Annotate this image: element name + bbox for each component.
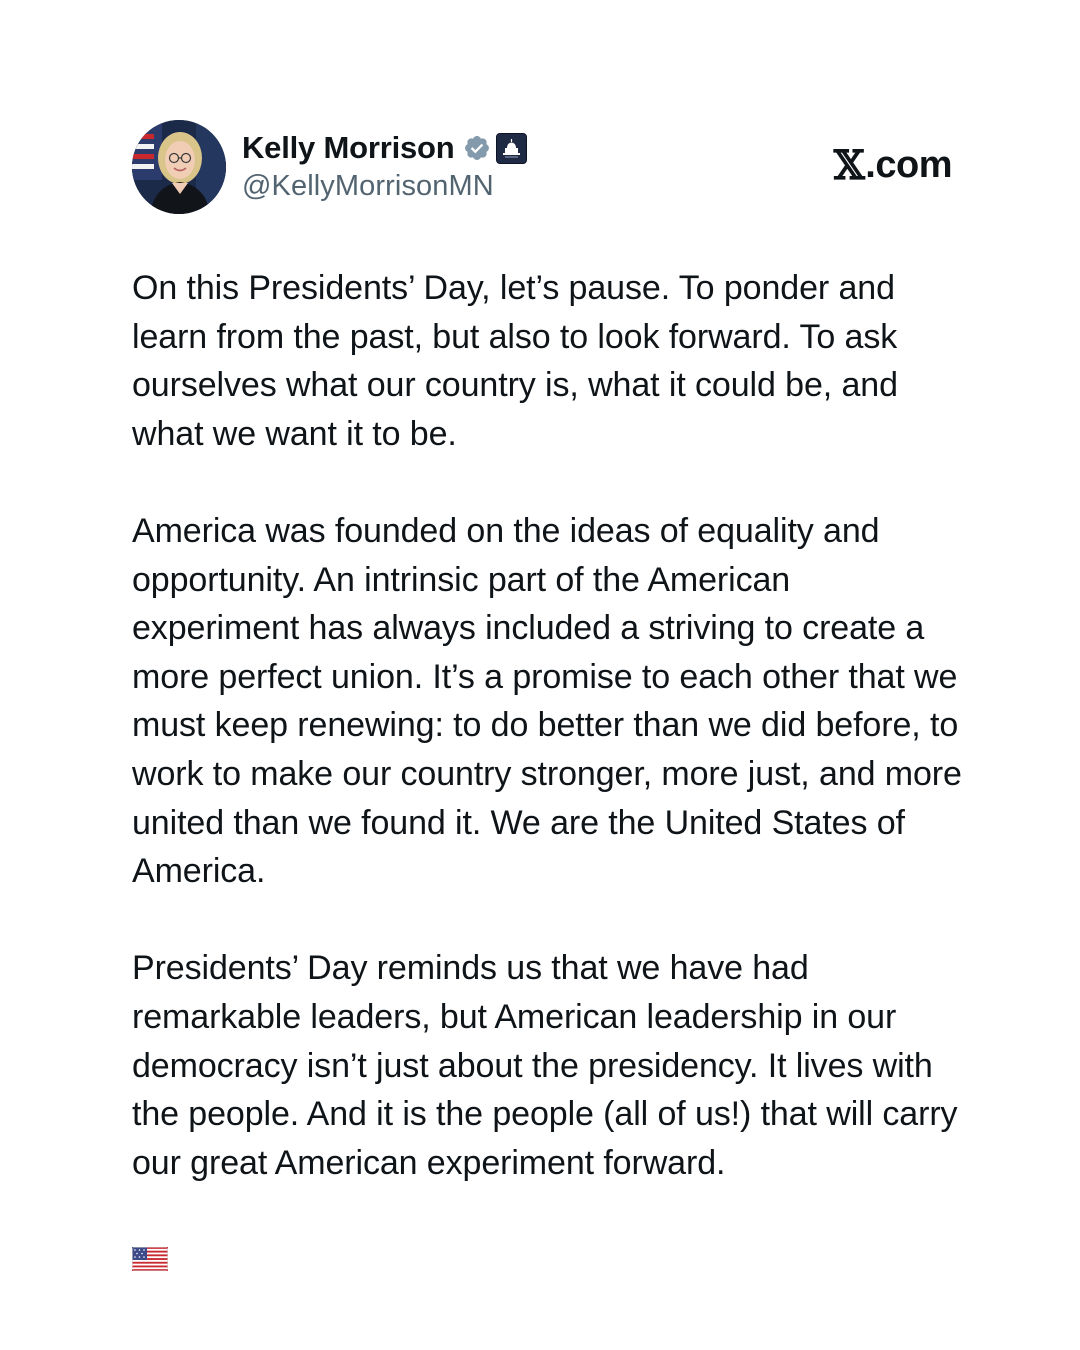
post-header — [132, 120, 952, 220]
post-paragraph-2: America was founded on the ideas of equality and opportunity. An intrinsic part of the American experiment has always included a striving to create a more perfect union. It’s a promise to each other that we must keep renewing: to do better than we did before, to work to make our country stronger, more just, and more united than we found it. We are the United States of America. — [132, 511, 962, 891]
us-flag-icon — [132, 1236, 168, 1260]
verified-badge-icon — [463, 134, 491, 162]
author-info — [242, 128, 527, 203]
author-handle[interactable]: @KellyMorrisonMN — [242, 170, 494, 202]
name-row — [242, 128, 527, 168]
brand-suffix: .com — [865, 144, 952, 186]
avatar[interactable] — [132, 120, 226, 214]
x-logo-icon: 𝕏 — [833, 142, 865, 189]
x-com-logo — [834, 142, 952, 189]
post-text — [132, 264, 962, 1260]
avatar-image — [132, 120, 226, 214]
post-paragraph-3: Presidents’ Day reminds us that we have had remarkable leaders, but American leadership in our democracy isn’t just about the presidency. It lives with the people. And it is the people (all of us!) that will carry our great American experiment forward. — [132, 949, 958, 1182]
author-display-name[interactable]: Kelly Morrison — [242, 130, 455, 165]
capitol-affiliation-icon[interactable] — [496, 133, 527, 164]
post-paragraph-1: On this Presidents’ Day, let’s pause. To ponder and learn from the past, but also to look forward. To ask ourselves what our country is, what it could be, and what we want it to be. — [132, 269, 898, 453]
